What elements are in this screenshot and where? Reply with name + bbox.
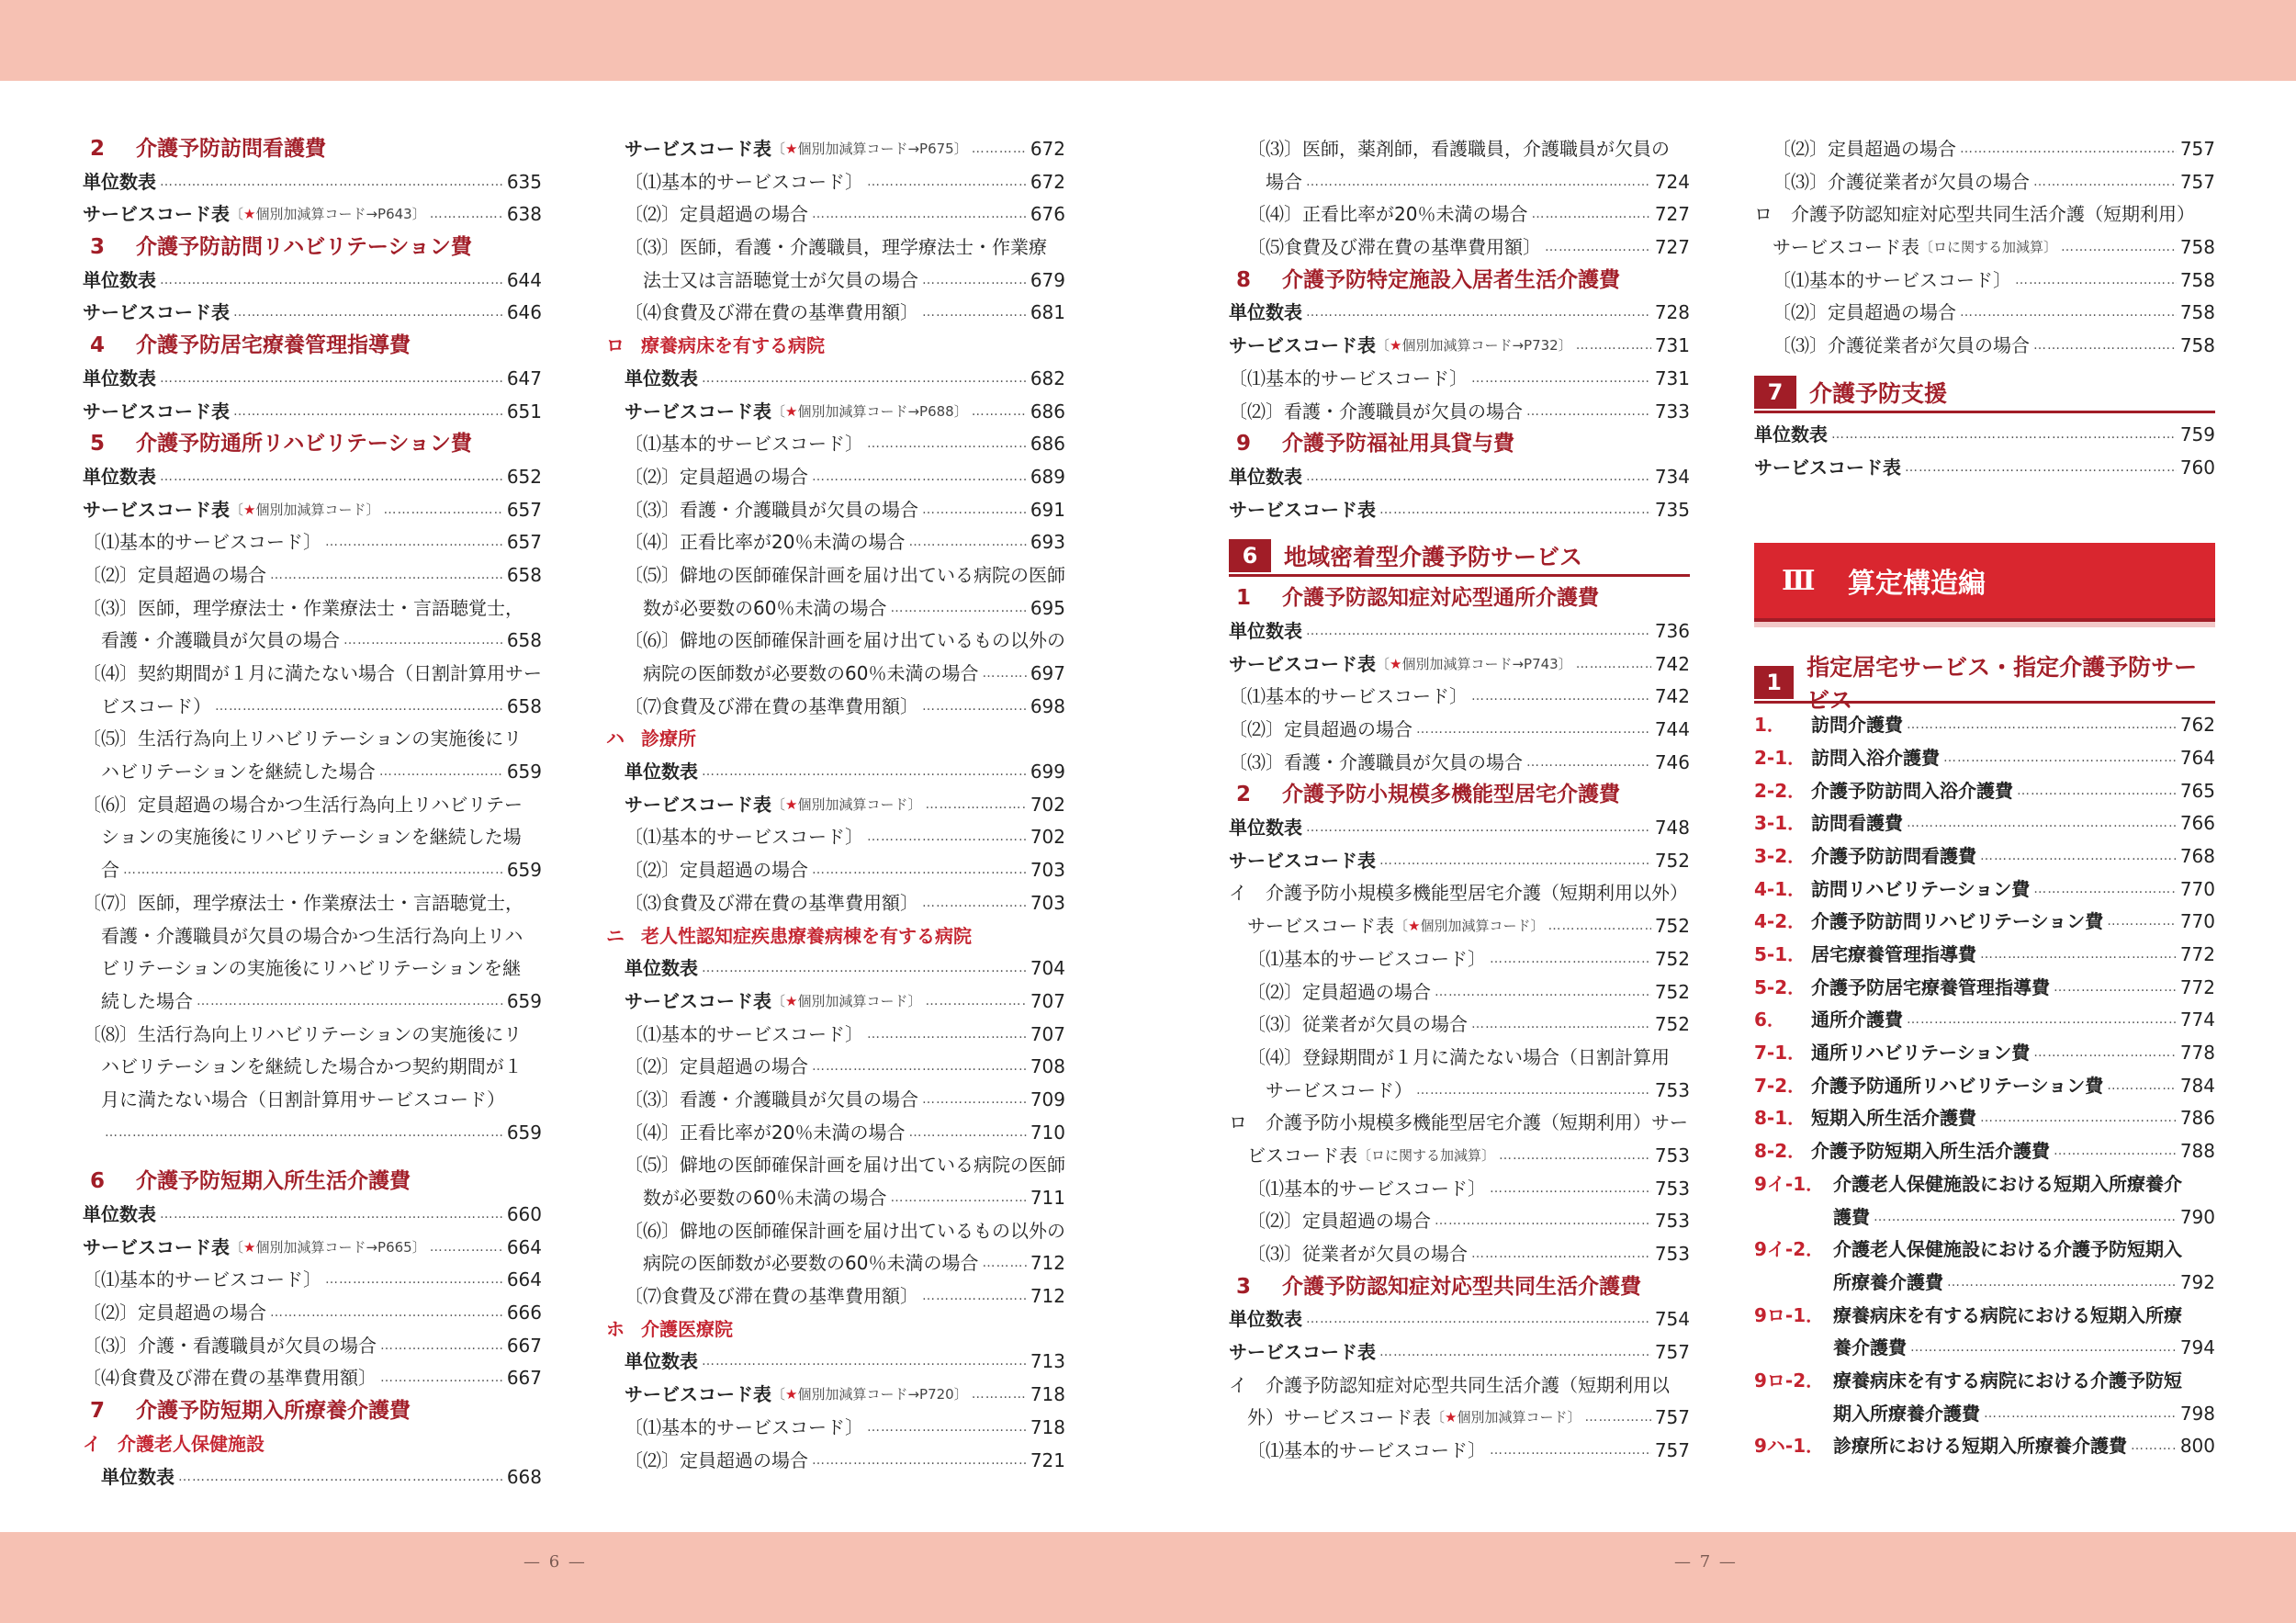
toc-item[interactable]: 5-2． 介護予防居宅療養管理指導費 ………………………………………………………………………………………………………………………………………………………………………………………… 772 [1754,972,2215,1005]
note: 〔★個別加減算コード〕 [1431,1409,1581,1426]
toc-entry[interactable]: ………………………………………………………………………………………………………………………………………………………………………………………… 659 [83,1117,542,1150]
toc-entry[interactable]: 〔⑵〕定員超過の場合 ………………………………………………………………………………………………………………………………………………………………………………………… 758 [1754,297,2215,330]
toc-entry-line: 〔⑹〕定員超過の場合かつ生活行為向上リハビリテー [83,793,523,816]
toc-item[interactable]: 養介護費 ………………………………………………………………………………………………………………………………………………………………………………………… 794 [1754,1332,2215,1365]
toc-entry-line: 〔⑶〕医師，薬剤師，看護職員，介護職員が欠員の [1247,138,1670,160]
star-icon: ★ [243,501,256,518]
toc-item-line: 9ロ-2． 療養病床を有する病院における介護予防短 [1754,1369,2182,1392]
toc-entry[interactable]: サービスコード表 〔★個別加減算コード→P732〕 ………………………………………………………………………………………………………………………………………………………………………………………… 731 [1229,330,1690,363]
toc-entry[interactable]: 病院の医師数が必要数の60％未満の場合 ………………………………………………………………………………………………………………………………………………………………………………………… 712 [606,1247,1065,1280]
toc-entry[interactable]: 〔⑷〕正看比率が20％未満の場合 ………………………………………………………………………………………………………………………………………………………………………………………… 710 [606,1117,1065,1150]
toc-entry[interactable]: 〔⑴基本的サービスコード〕 ………………………………………………………………………………………………………………………………………………………………………………………… 753 [1229,1173,1690,1206]
star-icon: ★ [1445,1409,1458,1426]
toc-entry[interactable]: 〔⑴基本的サービスコード〕 ………………………………………………………………………………………………………………………………………………………………………………………… 707 [606,1019,1065,1052]
toc-entry[interactable]: 単位数表 ………………………………………………………………………………………………………………………………………………………………………………………… 682 [606,363,1065,396]
toc-entry[interactable]: 単位数表 ………………………………………………………………………………………………………………………………………………………………………………………… 652 [83,461,542,494]
toc-entry[interactable]: 〔⑷食費及び滞在費の基準費用額〕 ………………………………………………………………………………………………………………………………………………………………………………………… 667 [83,1362,542,1395]
toc-item[interactable]: 期入所療養介護費 ………………………………………………………………………………………………………………………………………………………………………………………… 798 [1754,1398,2215,1431]
chapter-heading: 6 地域密着型介護予防サービス [1229,537,1690,577]
note: 〔★個別加減算コード〕 [771,795,922,813]
note: 〔★個別加減算コード→P720〕 [771,1386,968,1403]
star-icon: ★ [1390,655,1402,672]
toc-entry[interactable]: 〔⑶〕看護・介護職員が欠員の場合 ………………………………………………………………………………………………………………………………………………………………………………………… 691 [606,494,1065,527]
note: 〔★個別加減算コード→P688〕 [771,402,968,420]
page-number-left: — 6 — [523,1552,587,1572]
toc-entry[interactable]: 〔⑴基本的サービスコード〕 ………………………………………………………………………………………………………………………………………………………………………………………… 757 [1229,1435,1690,1468]
toc-item-list [1754,709,2215,1168]
toc-entry[interactable]: 〔⑶〕従業者が欠員の場合 ………………………………………………………………………………………………………………………………………………………………………………………… 752 [1229,1009,1690,1042]
toc-item[interactable]: 9ハ-1． 診療所における短期入所療養介護費 ………………………………………………………………………………………………………………………………………………………………………………………… 800 [1754,1430,2215,1463]
note: 〔★個別加減算コード→P743〕 [1376,655,1572,672]
toc-entry[interactable]: 単位数表 ………………………………………………………………………………………………………………………………………………………………………………………… 704 [606,952,1065,986]
toc-entry[interactable]: サービスコード表 〔★個別加減算コード→P643〕 ………………………………………………………………………………………………………………………………………………………………………………………… 638 [83,198,542,231]
section-heading: 9 介護予防福祉用具貸与費 [1236,432,1514,456]
toc-entry[interactable]: サービスコード表 〔ロに関する加減算〕 ………………………………………………………………………………………………………………………………………………………………………………………… 758 [1754,231,2215,265]
toc-entry[interactable]: 〔⑴基本的サービスコード〕 ………………………………………………………………………………………………………………………………………………………………………………………… 731 [1229,363,1690,396]
toc-entry[interactable]: サービスコード表 〔★個別加減算コード→P688〕 ………………………………………………………………………………………………………………………………………………………………………………………… 686 [606,396,1065,429]
toc-entry[interactable]: サービスコード表 ………………………………………………………………………………………………………………………………………………………………………………………… 760 [1754,452,2215,485]
toc-entry-line: 〔⑹〕僻地の医師確保計画を届け出ているもの以外の [625,1219,1065,1242]
subsection-heading: イ 介護老人保健施設 [83,1432,264,1455]
toc-entry[interactable]: 〔⑴基本的サービスコード〕 ………………………………………………………………………………………………………………………………………………………………………………………… 702 [606,821,1065,854]
toc-entry[interactable]: 単位数表 ………………………………………………………………………………………………………………………………………………………………………………………… 728 [1229,297,1690,330]
toc-entry[interactable]: 〔⑵〕定員超過の場合 ………………………………………………………………………………………………………………………………………………………………………………………… 658 [83,559,542,592]
toc-entry[interactable]: 〔⑴基本的サービスコード〕 ………………………………………………………………………………………………………………………………………………………………………………………… 657 [83,526,542,559]
toc-entry-line: ションの実施後にリハビリテーションを継続した場 [101,826,522,849]
toc-item[interactable]: 8-2． 介護予防短期入所生活介護費 ………………………………………………………………………………………………………………………………………………………………………………………… 788 [1754,1135,2215,1168]
toc-entry-line: ビリテーションの実施後にリハビリテーションを継 [101,957,521,980]
toc-entry[interactable]: 〔⑸食費及び滞在費の基準費用額〕 ………………………………………………………………………………………………………………………………………………………………………………………… 727 [1229,231,1690,265]
toc-entry[interactable]: 〔⑴基本的サービスコード〕 ………………………………………………………………………………………………………………………………………………………………………………………… 742 [1229,681,1690,714]
star-icon: ★ [785,141,798,157]
toc-entry[interactable]: 単位数表 ………………………………………………………………………………………………………………………………………………………………………………………… 660 [83,1199,542,1232]
section-heading: 6 介護予防短期入所生活介護費 [90,1169,411,1194]
toc-entry[interactable]: 単位数表 ………………………………………………………………………………………………………………………………………………………………………………………… 748 [1229,812,1690,845]
toc-entry[interactable]: 法士又は言語聴覚士が欠員の場合 ………………………………………………………………………………………………………………………………………………………………………………………… 679 [606,265,1065,298]
toc-entry[interactable]: サービスコード表 〔★個別加減算コード→P665〕 ………………………………………………………………………………………………………………………………………………………………………………………… 664 [83,1232,542,1265]
section-heading: 2 介護予防訪問看護費 [90,137,326,161]
toc-entry[interactable]: サービスコード表 〔★個別加減算コード〕 ………………………………………………………………………………………………………………………………………………………………………………………… 702 [606,789,1065,822]
toc-entry[interactable]: 〔⑶〕看護・介護職員が欠員の場合 ………………………………………………………………………………………………………………………………………………………………………………………… 746 [1229,747,1690,780]
toc-item[interactable]: 1． 訪問介護費 ………………………………………………………………………………………………………………………………………………………………………………………… 762 [1754,709,2215,742]
toc-entry[interactable]: 〔⑵〕定員超過の場合 ………………………………………………………………………………………………………………………………………………………………………………………… 676 [606,198,1065,231]
chapter-heading: 1 指定居宅サービス・指定介護予防サービス [1754,664,2215,704]
toc-entry-line: イ 介護予防小規模多機能型居宅介護（短期利用以外） [1229,882,1688,905]
toc-entry-line: 〔⑻〕生活行為向上リハビリテーションの実施後にリ [83,1022,523,1045]
toc-column-2 [606,133,1065,1477]
toc-item[interactable]: 3-1． 訪問看護費 ………………………………………………………………………………………………………………………………………………………………………………………… 766 [1754,807,2215,840]
toc-item[interactable]: 護費 ………………………………………………………………………………………………………………………………………………………………………………………… 790 [1754,1201,2215,1234]
toc-item[interactable]: 8-1． 短期入所生活介護費 ………………………………………………………………………………………………………………………………………………………………………………………… 786 [1754,1102,2215,1135]
part-banner: Ⅲ 算定構造編 [1754,543,2215,622]
section-heading: 3 介護予防認知症対応型共同生活介護費 [1236,1274,1641,1299]
star-icon: ★ [243,1238,256,1256]
toc-column-4 [1754,133,2215,1463]
section-heading: 7 介護予防短期入所療養介護費 [90,1399,411,1424]
toc-entry[interactable]: 〔⑷食費及び滞在費の基準費用額〕 ………………………………………………………………………………………………………………………………………………………………………………………… 681 [606,297,1065,330]
toc-entry[interactable]: サービスコード） ………………………………………………………………………………………………………………………………………………………………………………………… 753 [1229,1075,1690,1108]
toc-entry[interactable]: サービスコード表 ………………………………………………………………………………………………………………………………………………………………………………………… 646 [83,297,542,330]
toc-entry[interactable]: 〔⑴基本的サービスコード〕 ………………………………………………………………………………………………………………………………………………………………………………………… 752 [1229,943,1690,976]
toc-item-line: 9イ-2． 介護老人保健施設における介護予防短期入 [1754,1238,2182,1261]
toc-item-line: 9イ-1． 介護老人保健施設における短期入所療養介 [1754,1172,2182,1195]
page-number-right: — 7 — [1674,1552,1738,1572]
toc-entry[interactable]: 〔⑶〕看護・介護職員が欠員の場合 ………………………………………………………………………………………………………………………………………………………………………………………… 709 [606,1084,1065,1117]
toc-item[interactable]: 7-1． 通所リハビリテーション費 ………………………………………………………………………………………………………………………………………………………………………………………… 778 [1754,1037,2215,1070]
toc-entry[interactable]: サービスコード表 〔★個別加減算コード〕 ………………………………………………………………………………………………………………………………………………………………………………………… 707 [606,986,1065,1019]
toc-entry[interactable]: 〔⑵〕定員超過の場合 ………………………………………………………………………………………………………………………………………………………………………………………… 708 [606,1051,1065,1084]
toc-entry[interactable]: 単位数表 ………………………………………………………………………………………………………………………………………………………………………………………… 647 [83,363,542,396]
toc-entry[interactable]: 〔⑴基本的サービスコード〕 ………………………………………………………………………………………………………………………………………………………………………………………… 758 [1754,265,2215,298]
toc-item[interactable]: 所療養介護費 ………………………………………………………………………………………………………………………………………………………………………………………… 792 [1754,1267,2215,1300]
subsection-heading: ニ 老人性認知症疾患療養病棟を有する病院 [606,924,972,947]
toc-entry[interactable]: 〔⑺食費及び滞在費の基準費用額〕 ………………………………………………………………………………………………………………………………………………………………………………………… 712 [606,1280,1065,1313]
note: 〔★個別加減算コード→P665〕 [230,1238,426,1256]
toc-entry[interactable]: 〔⑶〕介護・看護職員が欠員の場合 ………………………………………………………………………………………………………………………………………………………………………………………… 667 [83,1330,542,1363]
toc-entry[interactable]: 〔⑵〕定員超過の場合 ………………………………………………………………………………………………………………………………………………………………………………………… 752 [1229,976,1690,1009]
toc-entry[interactable]: サービスコード表 〔★個別加減算コード→P743〕 ………………………………………………………………………………………………………………………………………………………………………………………… 742 [1229,648,1690,682]
section-heading: 3 介護予防訪問リハビリテーション費 [90,235,472,260]
toc-entry-line: ハビリテーションを継続した場合かつ契約期間が１ [101,1055,523,1078]
toc-entry-line: 看護・介護職員が欠員の場合かつ生活行為向上リハ [101,924,523,947]
star-icon: ★ [785,992,798,1009]
toc-entry[interactable]: 単位数表 ………………………………………………………………………………………………………………………………………………………………………………………… 734 [1229,461,1690,494]
subsection-heading: ホ 介護医療院 [606,1317,733,1340]
toc-entry-line: 〔⑸〕僻地の医師確保計画を届け出ている病院の医師 [625,563,1065,586]
toc-item[interactable]: 6． 通所介護費 ………………………………………………………………………………………………………………………………………………………………………………………… 774 [1754,1004,2215,1037]
toc-entry-line: 〔⑸〕僻地の医師確保計画を届け出ている病院の医師 [625,1154,1065,1177]
toc-entry-line: 〔⑷〕登録期間が１月に満たない場合（日割計算用 [1247,1045,1670,1068]
toc-entry[interactable]: 〔⑶〕介護従業者が欠員の場合 ………………………………………………………………………………………………………………………………………………………………………………………… 758 [1754,330,2215,363]
toc-entry[interactable]: 単位数表 ………………………………………………………………………………………………………………………………………………………………………………………… 754 [1229,1303,1690,1336]
note: 〔★個別加減算コード→P643〕 [230,206,426,223]
toc-item-line: 9ロ-1． 療養病床を有する病院における短期入所療 [1754,1303,2182,1326]
bottom-band [0,1532,2296,1623]
toc-entry[interactable]: 〔⑵〕定員超過の場合 ………………………………………………………………………………………………………………………………………………………………………………………… 753 [1229,1205,1690,1238]
section-heading: 5 介護予防通所リハビリテーション費 [90,432,472,456]
toc-entry[interactable]: 〔⑵〕看護・介護職員が欠員の場合 ………………………………………………………………………………………………………………………………………………………………………………………… 733 [1229,396,1690,429]
toc-entry[interactable]: ハビリテーションを継続した場合 ………………………………………………………………………………………………………………………………………………………………………………………… 659 [83,756,542,789]
note: 〔★個別加減算コード〕 [771,992,922,1009]
toc-entry[interactable]: サービスコード表 ………………………………………………………………………………………………………………………………………………………………………………………… 735 [1229,494,1690,527]
toc-entry[interactable]: 外）サービスコード表 〔★個別加減算コード〕 ………………………………………………………………………………………………………………………………………………………………………………………… 757 [1229,1402,1690,1435]
toc-entry[interactable]: 看護・介護職員が欠員の場合 ………………………………………………………………………………………………………………………………………………………………………………………… 658 [83,625,542,658]
toc-entry-line: 〔⑹〕僻地の医師確保計画を届け出ているもの以外の [625,629,1065,652]
star-icon: ★ [785,1386,798,1403]
toc-entry[interactable]: サービスコード表 〔★個別加減算コード→P720〕 ………………………………………………………………………………………………………………………………………………………………………………………… 718 [606,1379,1065,1412]
toc-item[interactable]: 4-1． 訪問リハビリテーション費 ………………………………………………………………………………………………………………………………………………………………………………………… 770 [1754,873,2215,907]
toc-column-1 [83,133,542,1493]
note: 〔ロに関する加減算〕 [1357,1146,1496,1164]
toc-entry[interactable]: サービスコード表 〔★個別加減算コード〕 ………………………………………………………………………………………………………………………………………………………………………………………… 657 [83,494,542,527]
toc-entry[interactable]: 〔⑵〕定員超過の場合 ………………………………………………………………………………………………………………………………………………………………………………………… 703 [606,854,1065,887]
toc-entry[interactable]: 〔⑴基本的サービスコード〕 ………………………………………………………………………………………………………………………………………………………………………………………… 664 [83,1264,542,1297]
toc-entry[interactable]: 単位数表 ………………………………………………………………………………………………………………………………………………………………………………………… 635 [83,166,542,199]
star-icon: ★ [243,206,256,223]
toc-entry-line: 〔⑶〕医師，理学療法士・作業療法士・言語聴覚士， [83,596,523,619]
toc-entry[interactable]: 単位数表 ………………………………………………………………………………………………………………………………………………………………………………………… 759 [1754,419,2215,452]
note: 〔★個別加減算コード→P732〕 [1376,337,1572,355]
star-icon: ★ [785,402,798,420]
toc-item[interactable]: 5-1． 居宅療養管理指導費 ………………………………………………………………………………………………………………………………………………………………………………………… 772 [1754,939,2215,972]
toc-item[interactable]: 3-2． 介護予防訪問看護費 ………………………………………………………………………………………………………………………………………………………………………………………… 768 [1754,840,2215,873]
toc-entry-line: ロ 介護予防小規模多機能型居宅介護（短期利用）サー [1229,1111,1688,1134]
toc-entry[interactable]: サービスコード表 〔★個別加減算コード〕 ………………………………………………………………………………………………………………………………………………………………………………………… 752 [1229,910,1690,943]
subsection-heading: ハ 診療所 [606,727,696,750]
star-icon: ★ [785,795,798,813]
toc-entry[interactable]: 〔⑺食費及び滞在費の基準費用額〕 ………………………………………………………………………………………………………………………………………………………………………………………… 698 [606,691,1065,724]
chapter-heading: 7 介護予防支援 [1754,374,2215,413]
toc-item[interactable]: 2-1． 訪問入浴介護費 ………………………………………………………………………………………………………………………………………………………………………………………… 764 [1754,742,2215,775]
toc-entry[interactable]: 合 ………………………………………………………………………………………………………………………………………………………………………………………… 659 [83,854,542,887]
section-heading: 2 介護予防小規模多機能型居宅介護費 [1236,783,1620,807]
toc-entry-line: 〔⑸〕生活行為向上リハビリテーションの実施後にリ [83,727,523,750]
top-band [0,0,2296,81]
toc-entry[interactable]: サービスコード表 ………………………………………………………………………………………………………………………………………………………………………………………… 757 [1229,1336,1690,1369]
toc-entry[interactable]: 〔⑶〕従業者が欠員の場合 ………………………………………………………………………………………………………………………………………………………………………………………… 753 [1229,1238,1690,1271]
toc-entry[interactable]: 〔⑵〕定員超過の場合 ………………………………………………………………………………………………………………………………………………………………………………………… 744 [1229,714,1690,747]
section-heading: 8 介護予防特定施設入居者生活介護費 [1236,267,1620,292]
section-heading: 4 介護予防居宅療養管理指導費 [90,333,411,358]
toc-column-3 [1229,133,1690,1468]
star-icon: ★ [1390,337,1402,355]
toc-entry[interactable]: ビスコード） ………………………………………………………………………………………………………………………………………………………………………………………… 658 [83,691,542,724]
toc-entry[interactable]: 単位数表 ………………………………………………………………………………………………………………………………………………………………………………………… 668 [83,1461,542,1494]
toc-entry[interactable]: 単位数表 ………………………………………………………………………………………………………………………………………………………………………………………… 699 [606,756,1065,789]
toc-item[interactable]: 2-2． 介護予防訪問入浴介護費 ………………………………………………………………………………………………………………………………………………………………………………………… 765 [1754,775,2215,808]
toc-entry[interactable]: 〔⑵〕定員超過の場合 ………………………………………………………………………………………………………………………………………………………………………………………… 721 [606,1445,1065,1478]
toc-entry-line: 〔⑺〕医師，理学療法士・作業療法士・言語聴覚士， [83,891,523,914]
toc-entry-line: ロ 介護予防認知症対応型共同生活介護（短期利用） [1754,203,2195,226]
toc-item[interactable]: 4-2． 介護予防訪問リハビリテーション費 ………………………………………………………………………………………………………………………………………………………………………………………… 770 [1754,906,2215,939]
note: 〔★個別加減算コード〕 [1394,918,1545,935]
section-heading: 1 介護予防認知症対応型通所介護費 [1236,586,1599,611]
toc-entry[interactable]: サービスコード表 〔★個別加減算コード→P675〕 ………………………………………………………………………………………………………………………………………………………………………………………… 672 [606,133,1065,166]
toc-entry[interactable]: 〔⑴基本的サービスコード〕 ………………………………………………………………………………………………………………………………………………………………………………………… 686 [606,428,1065,461]
toc-entry[interactable]: 〔⑴基本的サービスコード〕 ………………………………………………………………………………………………………………………………………………………………………………………… 672 [606,166,1065,199]
toc-entry[interactable]: ビスコード表 〔ロに関する加減算〕 ………………………………………………………………………………………………………………………………………………………………………………………… 753 [1229,1140,1690,1173]
toc-entry[interactable]: 〔⑵〕定員超過の場合 ………………………………………………………………………………………………………………………………………………………………………………………… 757 [1754,133,2215,166]
toc-entry[interactable]: 単位数表 ………………………………………………………………………………………………………………………………………………………………………………………… 644 [83,265,542,298]
toc-entry-line: 〔⑷〕契約期間が１月に満たない場合（日割計算用サー [83,662,542,684]
toc-entry[interactable]: 〔⑴基本的サービスコード〕 ………………………………………………………………………………………………………………………………………………………………………………………… 718 [606,1412,1065,1445]
toc-item[interactable]: 7-2． 介護予防通所リハビリテーション費 ………………………………………………………………………………………………………………………………………………………………………………………… 784 [1754,1070,2215,1103]
toc-entry[interactable]: 続した場合 ………………………………………………………………………………………………………………………………………………………………………………………… 659 [83,986,542,1019]
toc-entry-line: イ 介護予防認知症対応型共同生活介護（短期利用以 [1229,1373,1670,1396]
toc-entry[interactable]: サービスコード表 ………………………………………………………………………………………………………………………………………………………………………………………… 651 [83,396,542,429]
note: 〔★個別加減算コード〕 [230,501,380,518]
toc-entry[interactable]: 〔⑷〕正看比率が20％未満の場合 ………………………………………………………………………………………………………………………………………………………………………………………… 727 [1229,198,1690,231]
star-icon: ★ [1408,918,1421,935]
toc-entry[interactable]: 〔⑷〕正看比率が20％未満の場合 ………………………………………………………………………………………………………………………………………………………………………………………… 693 [606,526,1065,559]
toc-entry[interactable]: 〔⑵〕定員超過の場合 ………………………………………………………………………………………………………………………………………………………………………………………… 666 [83,1297,542,1330]
toc-entry[interactable]: 場合 ………………………………………………………………………………………………………………………………………………………………………………………… 724 [1229,166,1690,199]
subsection-heading: ロ 療養病床を有する病院 [606,334,825,357]
toc-entry[interactable]: 数が必要数の60％未満の場合 ………………………………………………………………………………………………………………………………………………………………………………………… 695 [606,592,1065,626]
note: 〔★個別加減算コード→P675〕 [771,141,968,157]
toc-entry-line: 〔⑶〕医師，看護・介護職員，理学療法士・作業療 [625,236,1047,259]
toc-entry-line: 月に満たない場合（日割計算用サービスコード） [101,1088,505,1110]
toc-entry[interactable]: 〔⑶食費及び滞在費の基準費用額〕 ………………………………………………………………………………………………………………………………………………………………………………………… 703 [606,887,1065,920]
toc-entry[interactable]: 単位数表 ………………………………………………………………………………………………………………………………………………………………………………………… 736 [1229,615,1690,648]
toc-entry[interactable]: 数が必要数の60％未満の場合 ………………………………………………………………………………………………………………………………………………………………………………………… 711 [606,1182,1065,1215]
toc-entry[interactable]: 病院の医師数が必要数の60％未満の場合 ………………………………………………………………………………………………………………………………………………………………………………………… 697 [606,658,1065,691]
note: 〔ロに関する加減算〕 [1919,239,2058,256]
toc-entry[interactable]: 単位数表 ………………………………………………………………………………………………………………………………………………………………………………………… 713 [606,1346,1065,1379]
toc-entry[interactable]: 〔⑶〕介護従業者が欠員の場合 ………………………………………………………………………………………………………………………………………………………………………………………… 757 [1754,166,2215,199]
toc-entry[interactable]: 〔⑵〕定員超過の場合 ………………………………………………………………………………………………………………………………………………………………………………………… 689 [606,461,1065,494]
toc-entry[interactable]: サービスコード表 ………………………………………………………………………………………………………………………………………………………………………………………… 752 [1229,845,1690,878]
